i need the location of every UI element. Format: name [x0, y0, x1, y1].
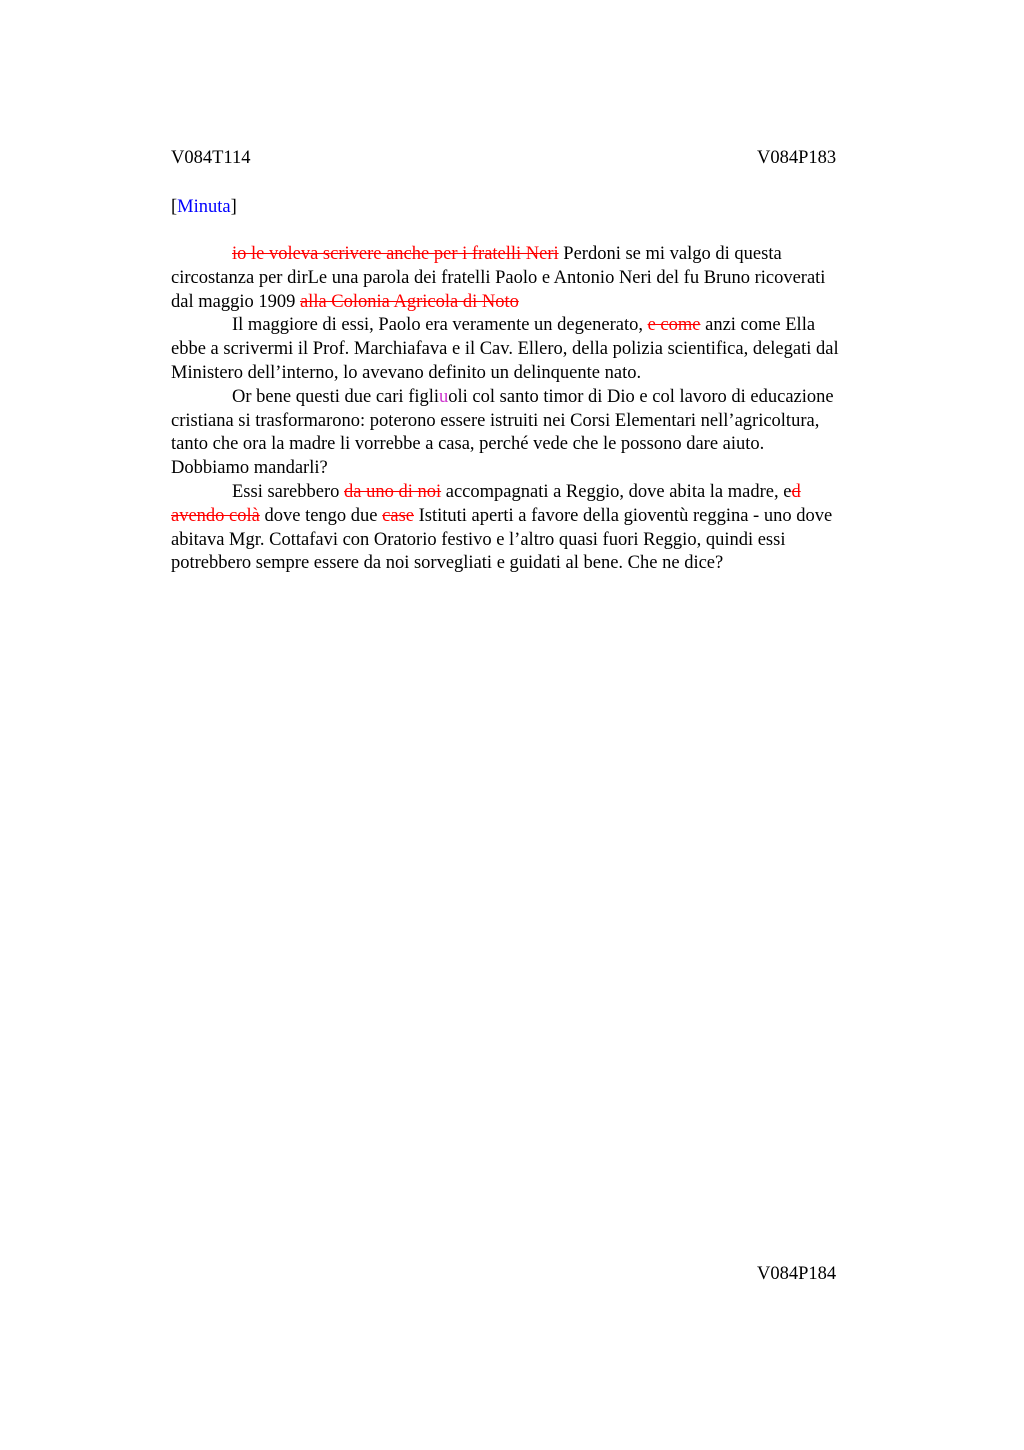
- paragraph-2-line-3: Ministero dell’interno, lo avevano definito un delinquente nato.: [171, 362, 642, 383]
- deleted-text: io le voleva scrivere anche per i fratelli Neri: [232, 244, 559, 264]
- deleted-text: da uno di noi: [344, 481, 442, 502]
- paragraph-3-line-3: tanto che ora la madre li vorrebbe a casa, perché vede che le possono dare aiuto.: [171, 434, 765, 455]
- text-segment: Il maggiore di essi, Paolo era veramente un degenerato,: [232, 315, 648, 336]
- paragraph-4-line-2: [171, 505, 931, 529]
- paragraph-4-line-1: [171, 481, 931, 505]
- text-segment: Istituti aperti a favore della gioventù reggina - uno dove: [414, 505, 833, 526]
- text-segment: dove tengo due: [259, 505, 383, 526]
- letter-body: [171, 243, 931, 576]
- paragraph-1-line-2: circostanza per dirLe una parola dei fratelli Paolo e Antonio Neri del fu Bruno ricoverati: [171, 267, 826, 288]
- page-code: V084P183: [757, 148, 837, 168]
- paragraph-2-line-1: [171, 314, 931, 338]
- paragraph-1-line-1: [171, 243, 931, 267]
- paragraph-2-line-2: ebbe a scrivermi il Prof. Marchiafava e il Cav. Ellero, della polizia scientifica, delegati dal: [171, 339, 839, 360]
- deleted-text: e come: [647, 315, 701, 336]
- deleted-text: case: [382, 505, 414, 526]
- editorial-note: [171, 196, 237, 218]
- deleted-text: alla Colonia Agricola di Noto: [299, 291, 519, 312]
- text-segment: anzi come Ella: [700, 315, 816, 336]
- bracket-open: [: [171, 197, 178, 217]
- text-segment: accompagnati a Reggio, dove abita la madre, e: [441, 481, 792, 502]
- text-segment: Perdoni se mi valgo di questa: [558, 244, 782, 264]
- minuta-label: Minuta: [177, 197, 231, 217]
- deleted-text: d: [791, 481, 801, 502]
- paragraph-3-line-4: Dobbiamo mandarli?: [171, 458, 328, 479]
- deleted-text: avendo colà: [171, 505, 260, 526]
- paragraph-3-line-1: [171, 386, 931, 410]
- text-segment: oli col santo timor di Dio e col lavoro di educazione: [448, 386, 834, 407]
- paragraph-1-line-3: [171, 291, 931, 315]
- paragraph-3-line-2: cristiana si trasformarono: poterono essere istruiti nei Corsi Elementari nell’agricoltura,: [171, 410, 820, 431]
- paragraph-4-line-4: potrebbero sempre essere da noi sorvegliati e guidati al bene. Che ne dice?: [171, 553, 724, 574]
- corrected-letter: u: [439, 386, 449, 407]
- text-segment: Essi sarebbero: [232, 481, 344, 502]
- paragraph-4-line-3: abitava Mgr. Cottafavi con Oratorio festivo e l’altro quasi fuori Reggio, quindi essi: [171, 529, 786, 550]
- bracket-close: ]: [230, 197, 237, 217]
- next-page-code: V084P184: [757, 1264, 837, 1284]
- text-segment: dal maggio 1909: [171, 291, 300, 312]
- document-code: V084T114: [171, 148, 251, 168]
- text-segment: Or bene questi due cari figli: [232, 386, 440, 407]
